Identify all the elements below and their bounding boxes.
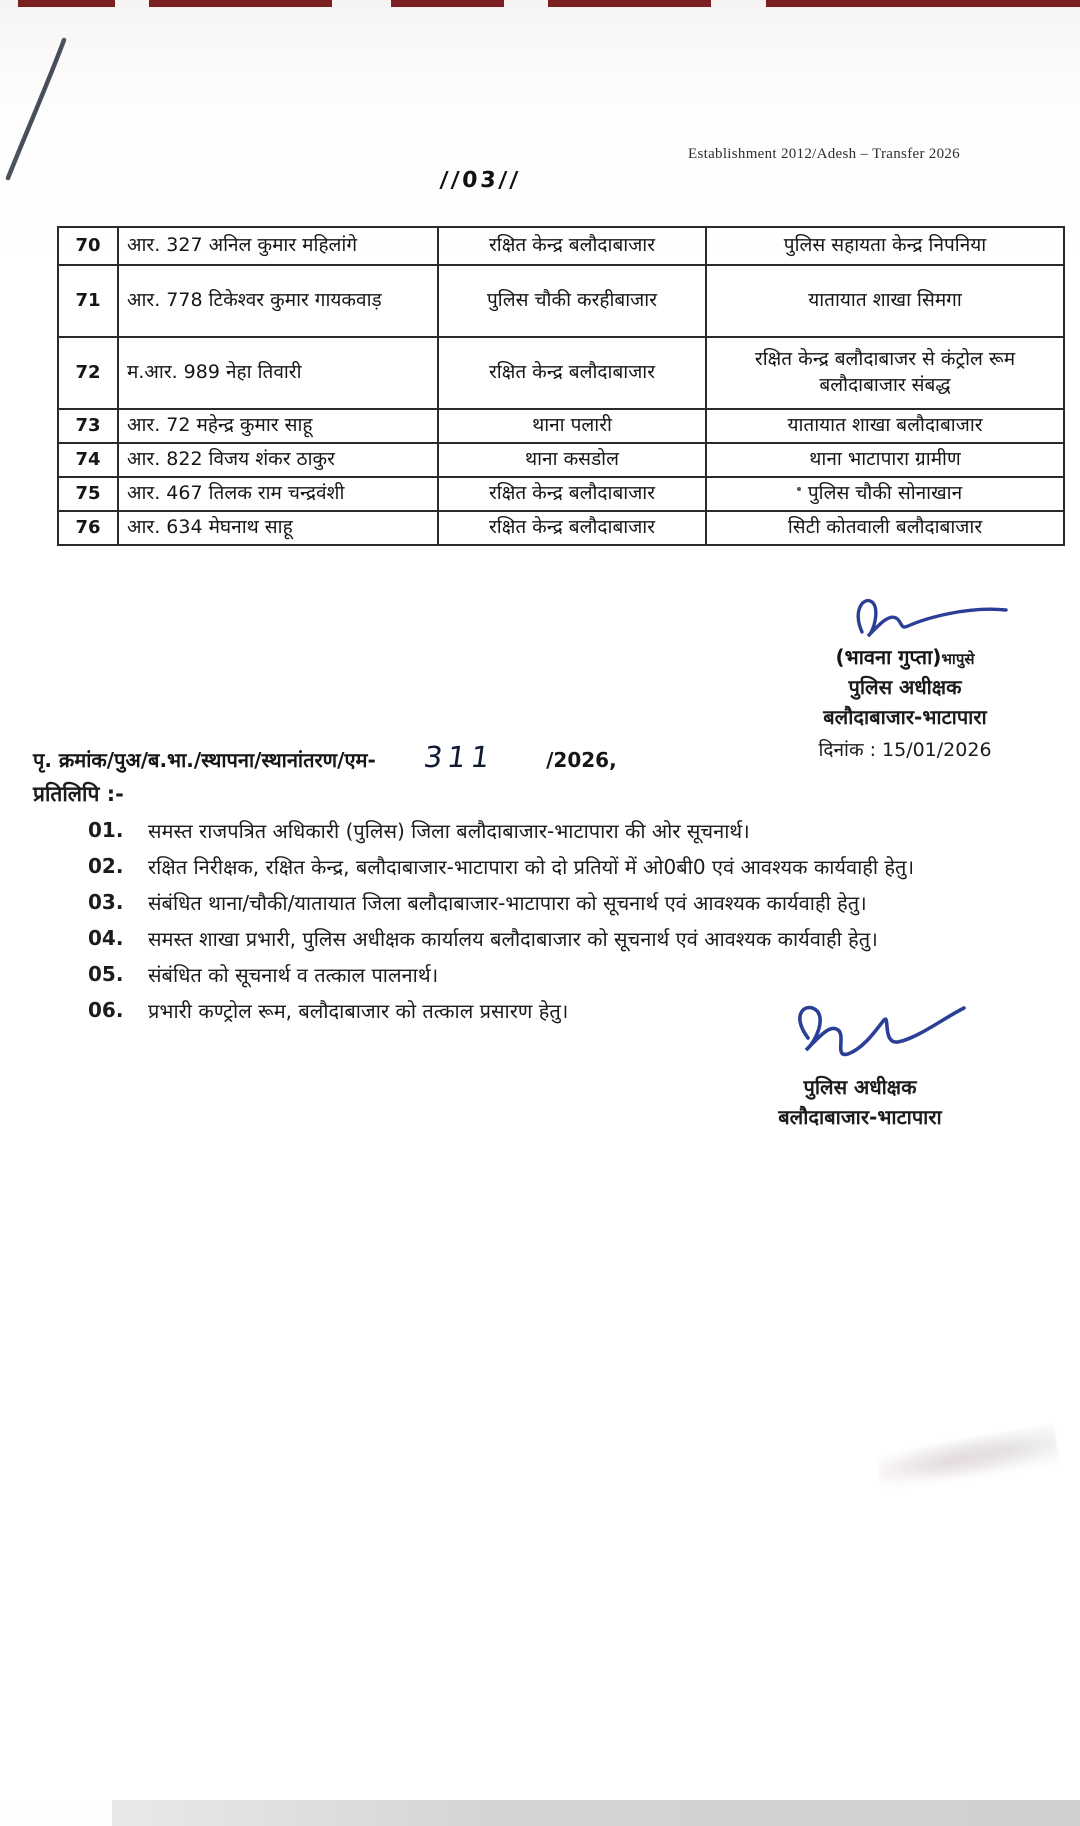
order-date: दिनांक : 15/01/2026 — [818, 739, 992, 761]
cell-from-posting: रक्षित केन्द्र बलौदाबाजार — [438, 511, 706, 545]
table-row — [58, 443, 1064, 477]
endorsement-reference-line — [33, 740, 617, 774]
copy-item-text: संबंधित को सूचनार्थ व तत्काल पालनार्थ। — [148, 962, 439, 987]
document-reference-header: Establishment 2012/Adesh – Transfer 2026 — [688, 146, 960, 162]
cell-serial: 76 — [58, 511, 118, 545]
cell-to-posting: यातायात शाखा सिमगा — [706, 265, 1064, 337]
copy-item-text: समस्त राजपत्रित अधिकारी (पुलिस) जिला बलौदाबाजार-भाटापारा की ओर सूचनार्थ। — [148, 818, 750, 843]
table-row — [58, 227, 1064, 265]
handwritten-letter-number: 311 — [421, 740, 497, 774]
copy-list — [88, 812, 914, 1028]
copy-item-number: 01. — [88, 818, 124, 842]
cell-serial: 71 — [58, 265, 118, 337]
copy-list-heading: प्रतिलिपि :- — [33, 782, 124, 806]
cell-from-posting: पुलिस चौकी करहीबाजार — [438, 265, 706, 337]
scan-smudge — [876, 1424, 1060, 1494]
cell-serial: 72 — [58, 337, 118, 409]
copy-item — [88, 812, 914, 848]
copy-item-text: रक्षित निरीक्षक, रक्षित केन्द्र, बलौदाबाजार-भाटापारा को दो प्रतियों में ओ0बी0 एवं आवश्यक कार्यवाही हेतु। — [148, 854, 915, 879]
cell-from-posting: रक्षित केन्द्र बलौदाबाजार — [438, 227, 706, 265]
cell-to-posting: पुलिस चौकी सोनाखान — [706, 477, 1064, 511]
table-row — [58, 477, 1064, 511]
cell-name: आर. 467 तिलक राम चन्द्रवंशी — [118, 477, 438, 511]
cell-serial: 70 — [58, 227, 118, 265]
table-row — [58, 511, 1064, 545]
top-edge-artifact — [766, 0, 1080, 7]
signatory-block-bottom — [700, 1072, 1020, 1132]
table-row — [58, 337, 1064, 409]
signatory-title: पुलिस अधीक्षक — [803, 1075, 917, 1099]
page-number: //03// — [439, 168, 522, 193]
cell-name: आर. 634 मेघनाथ साहू — [118, 511, 438, 545]
cell-to-posting: रक्षित केन्द्र बलौदाबाजर से कंट्रोल रूम बलौदाबाजार संबद्ध — [706, 337, 1064, 409]
scan-edge-band — [112, 1800, 1080, 1826]
cell-serial: 75 — [58, 477, 118, 511]
copy-item-number: 06. — [88, 998, 124, 1022]
transfer-table — [57, 226, 1065, 546]
cell-name: म.आर. 989 नेहा तिवारी — [118, 337, 438, 409]
cell-name: आर. 72 महेन्द्र कुमार साहू — [118, 409, 438, 443]
copy-item — [88, 956, 914, 992]
copy-item — [88, 848, 914, 884]
cell-to-posting: यातायात शाखा बलौदाबाजार — [706, 409, 1064, 443]
copy-item-text: संबंधित थाना/चौकी/यातायात जिला बलौदाबाजार-भाटापारा को सूचनार्थ एवं आवश्यक कार्यवाही हेतु। — [148, 890, 867, 915]
signatory-name — [730, 642, 1080, 672]
cell-from-posting: थाना पलारी — [438, 409, 706, 443]
cell-to-posting: पुलिस सहायता केन्द्र निपनिया — [706, 227, 1064, 265]
reference-suffix: /2026, — [546, 748, 617, 772]
cell-to-posting: सिटी कोतवाली बलौदाबाजार — [706, 511, 1064, 545]
signatory-name-suffix: भापुसे — [941, 650, 975, 668]
signature-scribble-top — [848, 592, 1018, 646]
top-edge-artifact — [548, 0, 711, 7]
cell-from-posting: रक्षित केन्द्र बलौदाबाजार — [438, 477, 706, 511]
cell-to-posting: थाना भाटापारा ग्रामीण — [706, 443, 1064, 477]
cell-name: आर. 778 टिकेश्वर कुमार गायकवाड़ — [118, 265, 438, 337]
table-row — [58, 265, 1064, 337]
copy-item — [88, 884, 914, 920]
cell-from-posting: रक्षित केन्द्र बलौदाबाजार — [438, 337, 706, 409]
scan-edge-corner — [0, 1800, 112, 1826]
top-edge-artifact — [18, 0, 115, 7]
copy-item-number: 05. — [88, 962, 124, 986]
signatory-name-text: (भावना गुप्ता) — [835, 645, 942, 669]
copy-item-number: 04. — [88, 926, 124, 950]
copy-item — [88, 920, 914, 956]
top-edge-artifact — [391, 0, 504, 7]
signature-scribble-bottom — [772, 1000, 972, 1078]
copy-item-number: 02. — [88, 854, 124, 878]
cell-from-posting: थाना कसडोल — [438, 443, 706, 477]
cell-name: आर. 327 अनिल कुमार महिलांगे — [118, 227, 438, 265]
cell-serial: 73 — [58, 409, 118, 443]
copy-item-text: समस्त शाखा प्रभारी, पुलिस अधीक्षक कार्यालय बलौदाबाजार को सूचनार्थ एवं आवश्यक कार्यवाही हेतु। — [148, 926, 878, 951]
reference-prefix: पृ. क्रमांक/पुअ/ब.भा./स्थापना/स्थानांतरण/एम- — [33, 748, 376, 772]
ink-dot-artifact — [797, 487, 801, 491]
table-row — [58, 409, 1064, 443]
copy-item-number: 03. — [88, 890, 124, 914]
signatory-district: बलौदाबाजार-भाटापारा — [778, 1105, 942, 1129]
signatory-block-top — [730, 642, 1080, 765]
top-edge-artifact — [149, 0, 332, 7]
copy-item-text: प्रभारी कण्ट्रोल रूम, बलौदाबाजार को तत्काल प्रसारण हेतु। — [148, 998, 569, 1023]
signatory-district: बलौदाबाजार-भाटापारा — [823, 705, 987, 729]
page-crease-mark — [0, 28, 90, 188]
cell-name: आर. 822 विजय शंकर ठाकुर — [118, 443, 438, 477]
cell-serial: 74 — [58, 443, 118, 477]
signatory-title: पुलिस अधीक्षक — [848, 675, 962, 699]
